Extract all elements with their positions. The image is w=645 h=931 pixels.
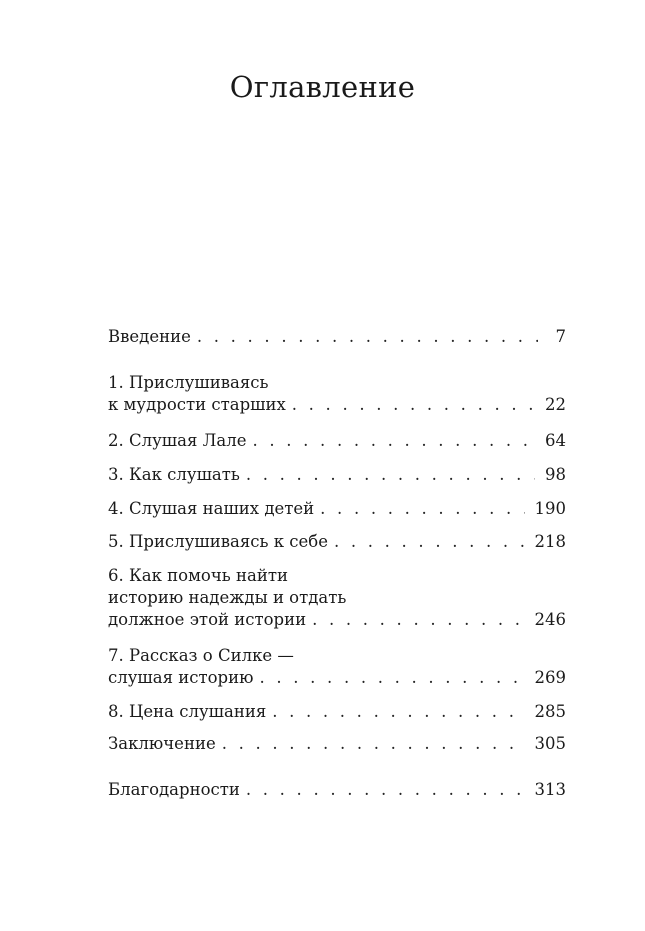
- dot-leader: [240, 464, 535, 486]
- toc-entry-chapter-3[interactable]: [108, 464, 566, 486]
- toc-entry-chapter-7[interactable]: [108, 645, 566, 689]
- toc-entry-chapter-8[interactable]: [108, 701, 566, 723]
- toc-entry-title: Введение: [108, 327, 191, 346]
- toc-entry-title-line: 6. Как помочь найти: [108, 566, 288, 585]
- dot-leader: [266, 701, 524, 723]
- dot-leader: [328, 531, 525, 553]
- toc-entry-title: 5. Прислушиваясь к себе: [108, 532, 328, 551]
- dot-leader: [306, 609, 524, 631]
- dot-leader: [216, 733, 525, 755]
- toc-page-number: 285: [534, 702, 566, 721]
- toc-entry-title-line: историю надежды и отдать: [108, 588, 347, 607]
- toc-entry-title: 2. Слушая Лале: [108, 431, 247, 450]
- toc-entry-title: слушая историю: [108, 668, 254, 687]
- toc-page-number: 218: [534, 532, 566, 551]
- toc-entry-title: к мудрости старших: [108, 395, 286, 414]
- dot-leader: [240, 779, 525, 801]
- toc-page-number: 190: [534, 499, 566, 518]
- toc-page-number: 64: [545, 431, 566, 450]
- toc-entry-title-line: 7. Рассказ о Силке —: [108, 646, 294, 665]
- toc-entry-chapter-1[interactable]: [108, 372, 566, 416]
- dot-leader: [314, 498, 524, 520]
- toc-page-number: 269: [534, 668, 566, 687]
- toc-entry-chapter-2[interactable]: [108, 430, 566, 452]
- toc-entry-title: 3. Как слушать: [108, 465, 240, 484]
- toc-entry-chapter-5[interactable]: [108, 531, 566, 553]
- toc-page-number: 246: [534, 610, 566, 629]
- dot-leader: [247, 430, 536, 452]
- toc-entry-title: 4. Слушая наших детей: [108, 499, 315, 518]
- toc-entry-chapter-4[interactable]: [108, 498, 566, 520]
- toc-page-number: 305: [534, 734, 566, 753]
- toc-page-number: 98: [545, 465, 566, 484]
- toc-page-number: 7: [555, 327, 566, 346]
- toc-entry-conclusion[interactable]: [108, 733, 566, 755]
- toc-entry-title: 8. Цена слушания: [108, 702, 267, 721]
- dot-leader: [286, 394, 535, 416]
- toc-entry-title: Заключение: [108, 734, 216, 753]
- toc-entry-title: должное этой истории: [108, 610, 307, 629]
- toc-entry-chapter-6[interactable]: [108, 565, 566, 631]
- toc-entry-acknowledgements[interactable]: [108, 779, 566, 801]
- dot-leader: [254, 667, 525, 689]
- dot-leader: [191, 326, 538, 348]
- toc-page-number: 313: [534, 780, 566, 799]
- toc-entry-introduction[interactable]: [108, 326, 566, 348]
- page-title: Оглавление: [229, 70, 416, 104]
- toc-entry-title: Благодарности: [108, 780, 240, 799]
- toc-entry-title-line: 1. Прислушиваясь: [108, 373, 269, 392]
- toc-page-number: 22: [545, 395, 566, 414]
